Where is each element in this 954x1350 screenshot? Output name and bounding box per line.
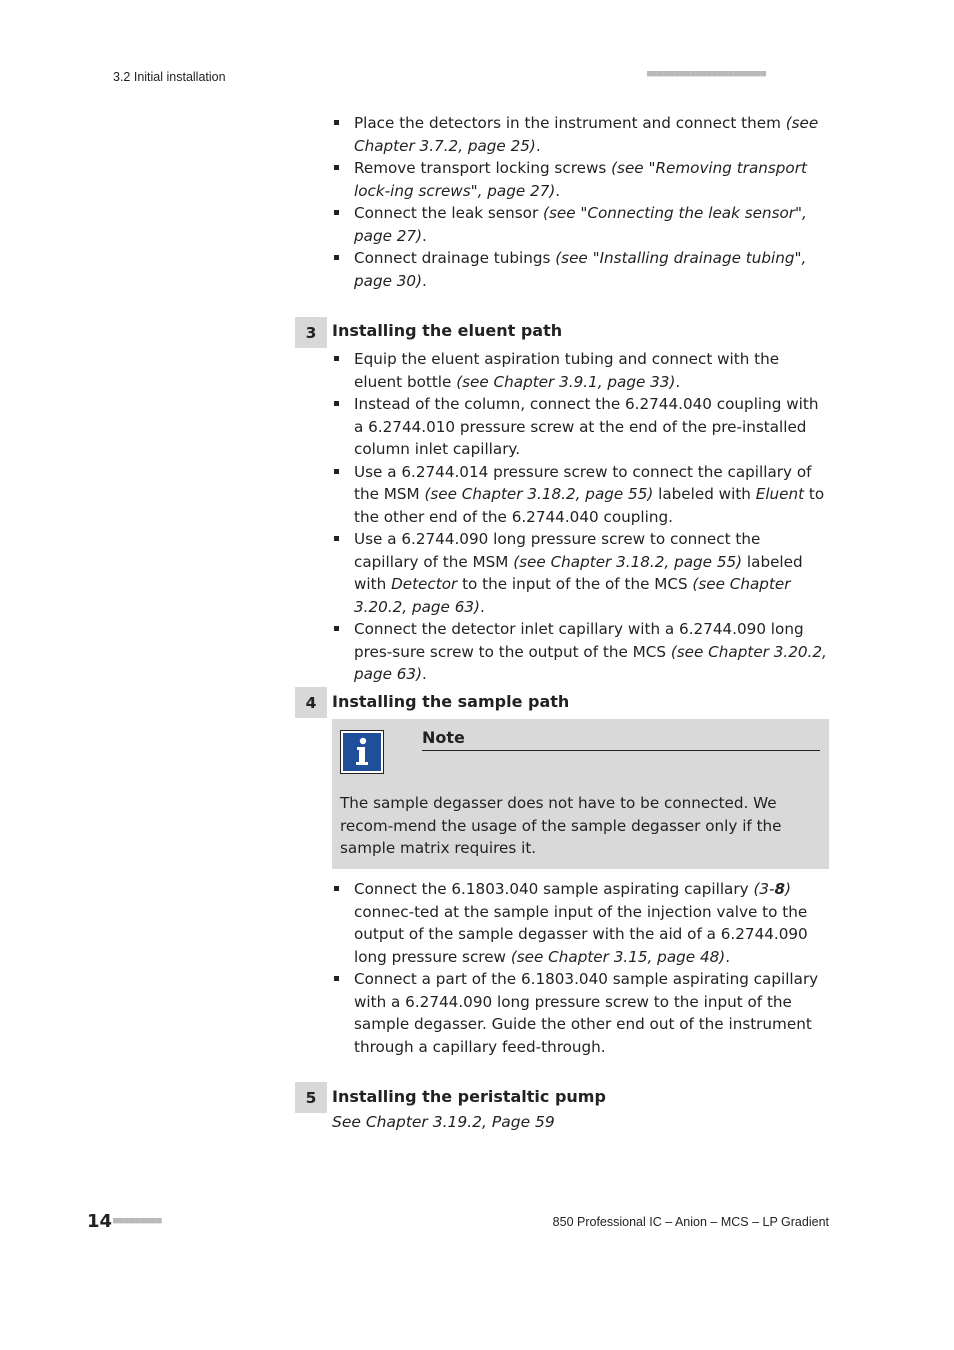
footer-decoration: ■■■■■■■■■ bbox=[113, 1216, 162, 1226]
step-number: 4 bbox=[295, 687, 327, 718]
page-number: 14 bbox=[87, 1211, 113, 1232]
step-number: 3 bbox=[295, 317, 327, 348]
prerequisite-list bbox=[332, 112, 829, 292]
sample-path-list bbox=[332, 878, 829, 1058]
note-text: The sample degasser does not have to be connected. We recom-mend the usage of the sample degasser only if the sample matrix requires it. bbox=[340, 794, 782, 857]
bullet-icon bbox=[334, 120, 339, 125]
bullet-icon bbox=[334, 976, 339, 981]
step-number: 5 bbox=[295, 1082, 327, 1113]
list-item: Connect drainage tubings (see "Installing drainage tubing", page 30). bbox=[332, 247, 829, 292]
step-title: Installing the eluent path bbox=[332, 321, 563, 340]
bullet-icon bbox=[334, 210, 339, 215]
list-item: Connect the detector inlet capillary with a 6.2744.090 long pres-sure screw to the output of the MCS (see Chapter 3.20.2, page 63). bbox=[332, 618, 829, 686]
running-header: 3.2 Initial installation bbox=[113, 70, 226, 84]
step-title: Installing the sample path bbox=[332, 692, 570, 711]
bullet-icon bbox=[334, 356, 339, 361]
list-item: Remove transport locking screws (see "Removing transport lock-ing screws", page 27). bbox=[332, 157, 829, 202]
list-item: Equip the eluent aspiration tubing and connect with the eluent bottle (see Chapter 3.9.1, page 33). bbox=[332, 348, 829, 393]
header-decoration: ■■■■■■■■■■■■■■■■■■■■■■ bbox=[647, 69, 767, 79]
step-title: Installing the peristaltic pump bbox=[332, 1087, 606, 1106]
list-item: Connect the 6.1803.040 sample aspirating capillary (3-8) connec-ted at the sample input of the injection valve to the output of the sample degasser with the aid of a 6.2744.090 long pressure screw (see Chapter 3.15, page 48). bbox=[332, 878, 829, 968]
bullet-icon bbox=[334, 536, 339, 541]
bullet-icon bbox=[334, 469, 339, 474]
list-item: Instead of the column, connect the 6.2744.040 coupling with a 6.2744.010 pressure screw at the end of the pre-installed column inlet capillary. bbox=[332, 393, 829, 461]
bullet-icon bbox=[334, 165, 339, 170]
list-item: Use a 6.2744.090 long pressure screw to connect the capillary of the MSM (see Chapter 3.18.2, page 55) labeled with Detector to the input of the of the MCS (see Chapter 3.20.2, page 63). bbox=[332, 528, 829, 618]
note-box bbox=[332, 719, 829, 869]
bullet-icon bbox=[334, 401, 339, 406]
bullet-icon bbox=[334, 255, 339, 260]
list-item: Use a 6.2744.014 pressure screw to connect the capillary of the MSM (see Chapter 3.18.2, page 55) labeled with Eluent to the other end of the 6.2744.040 coupling. bbox=[332, 461, 829, 529]
info-icon bbox=[340, 730, 384, 774]
list-item: Place the detectors in the instrument and connect them (see Chapter 3.7.2, page 25). bbox=[332, 112, 829, 157]
list-item: Connect a part of the 6.1803.040 sample aspirating capillary with a 6.2744.090 long pressure screw to the input of the sample degasser. Guide the other end out of the instrument through a capillary feed-through. bbox=[332, 968, 829, 1058]
bullet-icon bbox=[334, 626, 339, 631]
list-item: Connect the leak sensor (see "Connecting the leak sensor", page 27). bbox=[332, 202, 829, 247]
bullet-icon bbox=[334, 886, 339, 891]
chapter-reference-link[interactable]: See Chapter 3.19.2, Page 59 bbox=[332, 1113, 555, 1131]
eluent-path-list bbox=[332, 348, 829, 686]
document-title: 850 Professional IC – Anion – MCS – LP Gradient bbox=[552, 1215, 829, 1229]
note-title: Note bbox=[422, 728, 820, 751]
